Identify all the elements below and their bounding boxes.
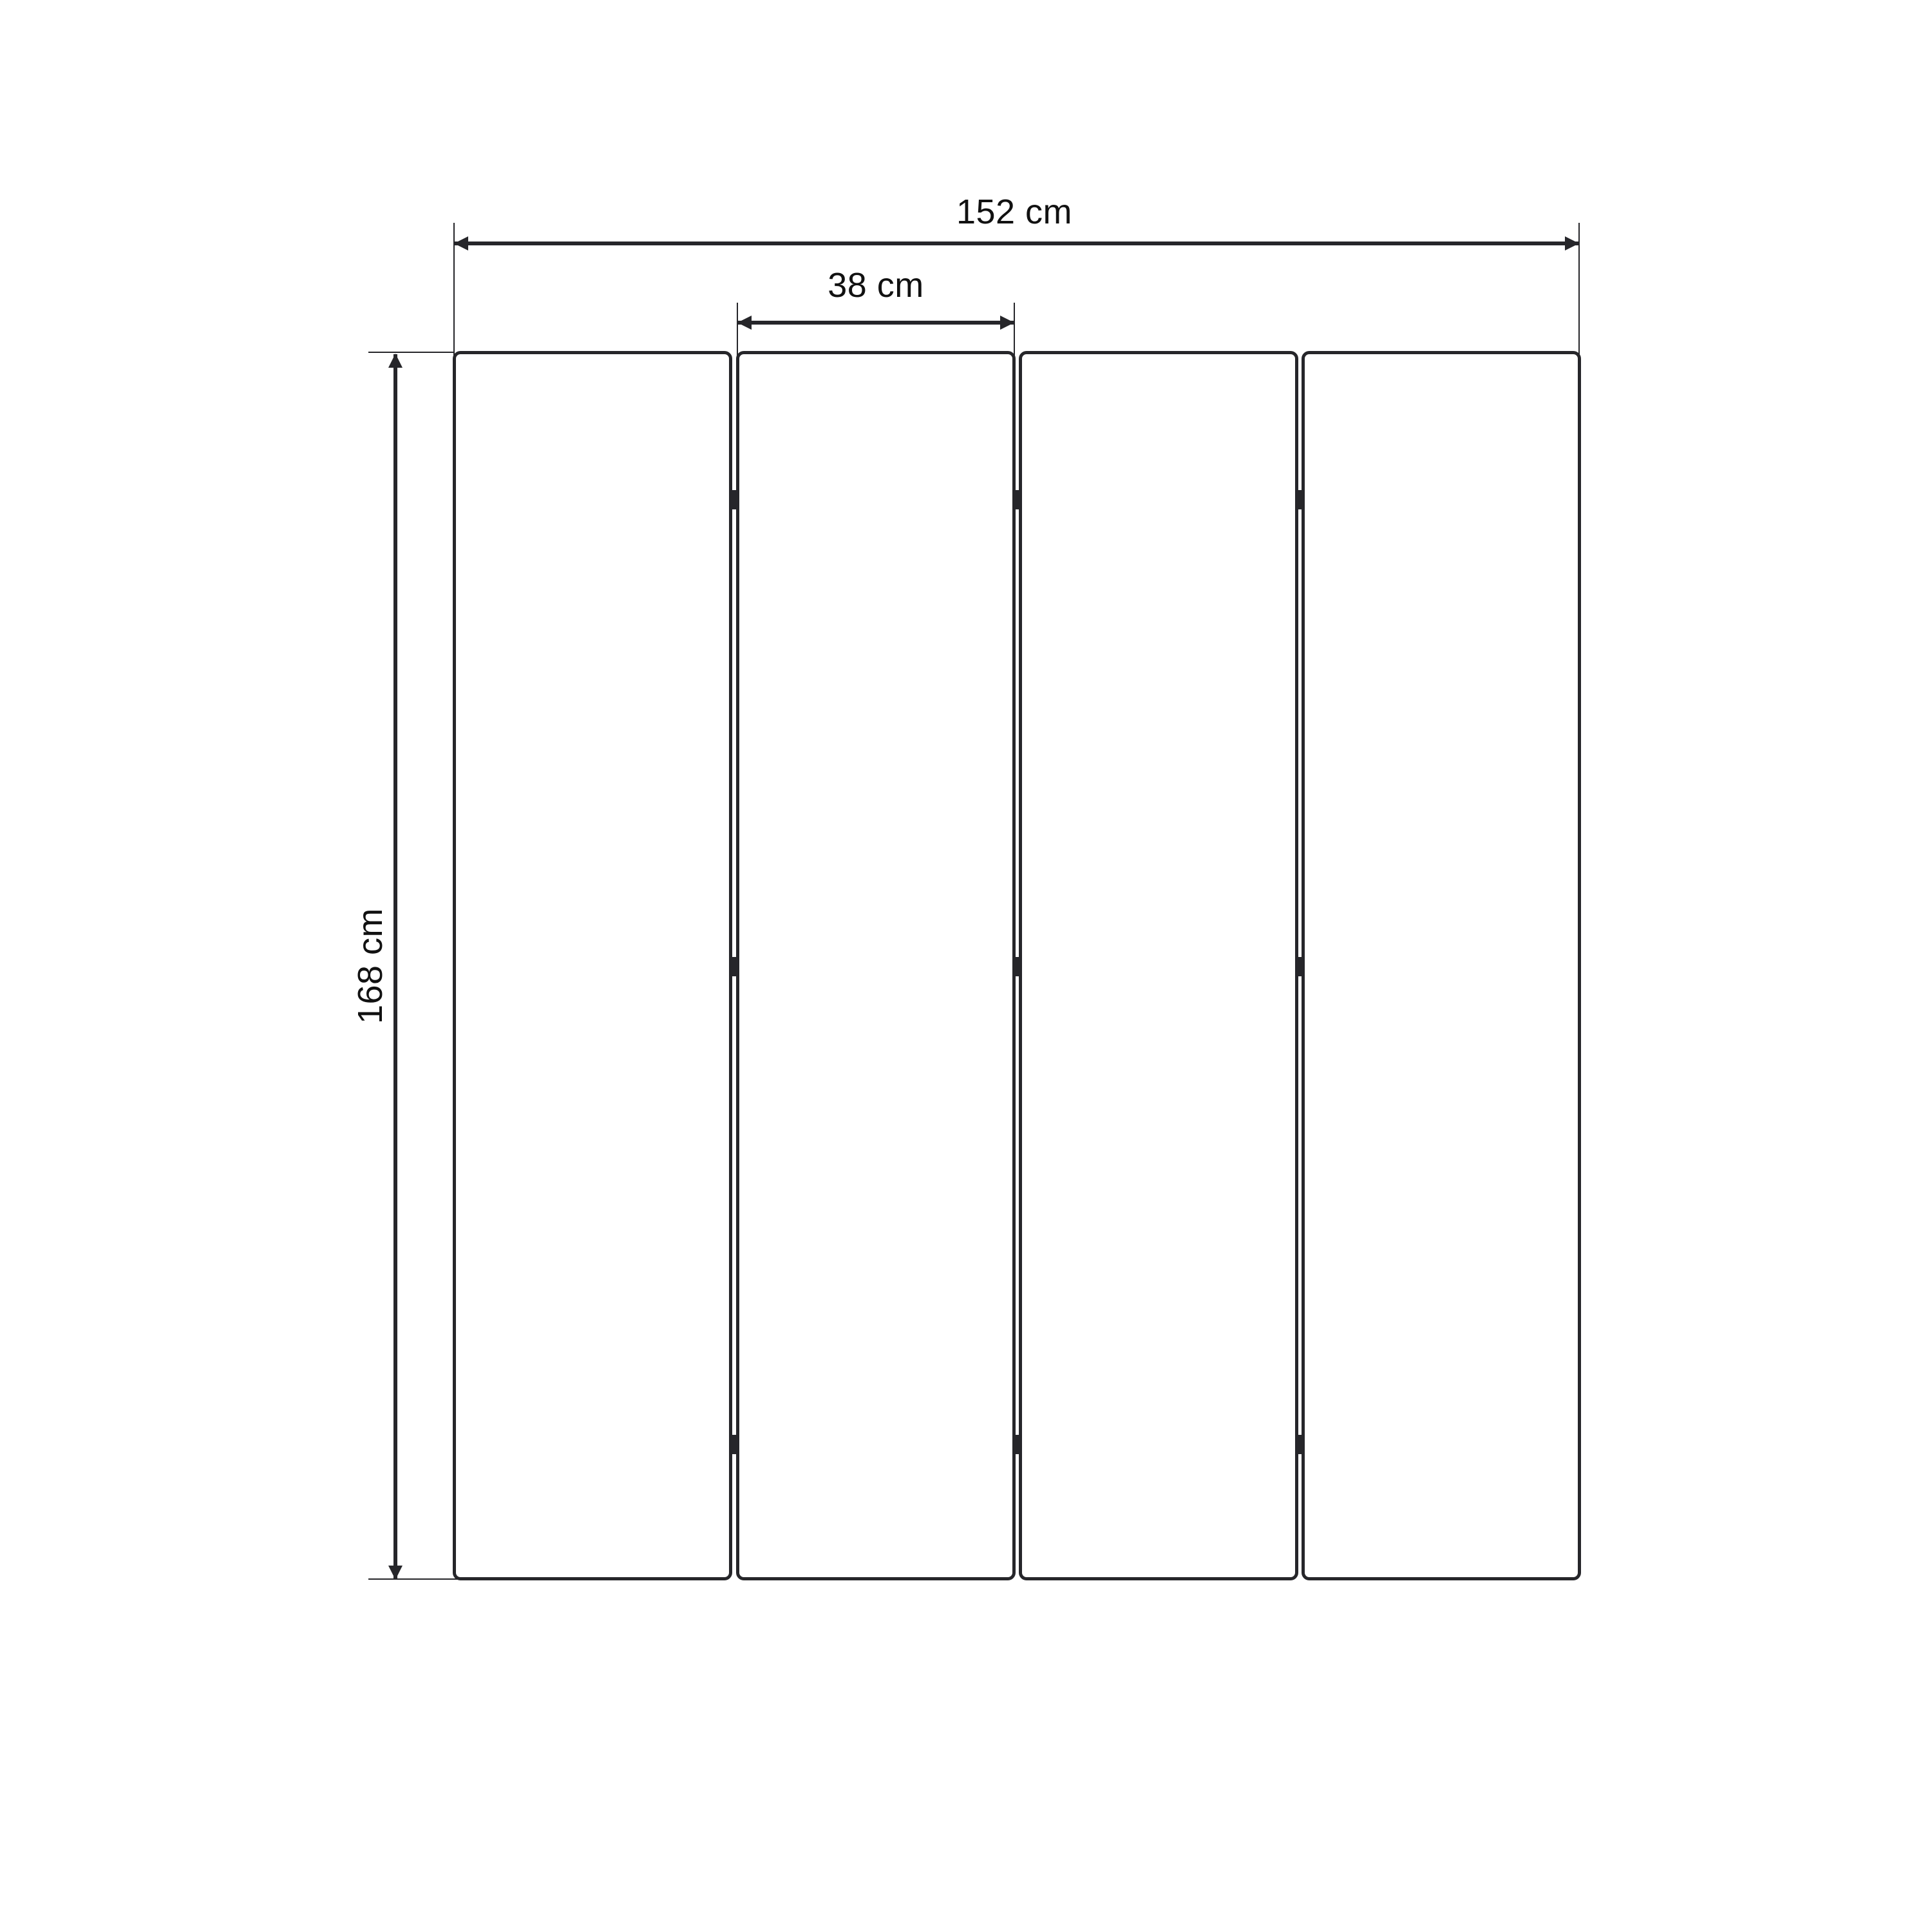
height-extension-line-bottom [368, 1578, 460, 1580]
hinge [1295, 1435, 1304, 1454]
hinge [1295, 957, 1304, 976]
hinge [1012, 1435, 1021, 1454]
total-width-dimension-line [454, 242, 1579, 245]
panel-2 [736, 351, 1016, 1580]
height-extension-line-top [368, 352, 455, 353]
hinge [730, 957, 739, 976]
panel-width-extension-line-left [737, 303, 738, 359]
arrowhead-right-icon [1565, 236, 1579, 251]
panel-4 [1302, 351, 1581, 1580]
hinge [1012, 957, 1021, 976]
height-dimension-line [393, 354, 397, 1579]
hinge [1295, 490, 1304, 509]
hinge [730, 1435, 739, 1454]
panel-1 [453, 351, 732, 1580]
arrowhead-right-icon [1000, 316, 1014, 330]
total-width-label: 152 cm [956, 193, 1073, 231]
arrowhead-left-icon [454, 236, 468, 251]
arrowhead-down-icon [388, 1566, 402, 1580]
panel-width-label: 38 cm [828, 266, 924, 305]
panel-3 [1019, 351, 1298, 1580]
hinge [1012, 490, 1021, 509]
panel-width-extension-line-right [1014, 303, 1015, 359]
arrowhead-left-icon [737, 316, 752, 330]
arrowhead-up-icon [388, 354, 402, 368]
hinge [730, 490, 739, 509]
height-label: 168 cm [351, 907, 390, 1025]
panel-width-dimension-line [737, 321, 1014, 325]
